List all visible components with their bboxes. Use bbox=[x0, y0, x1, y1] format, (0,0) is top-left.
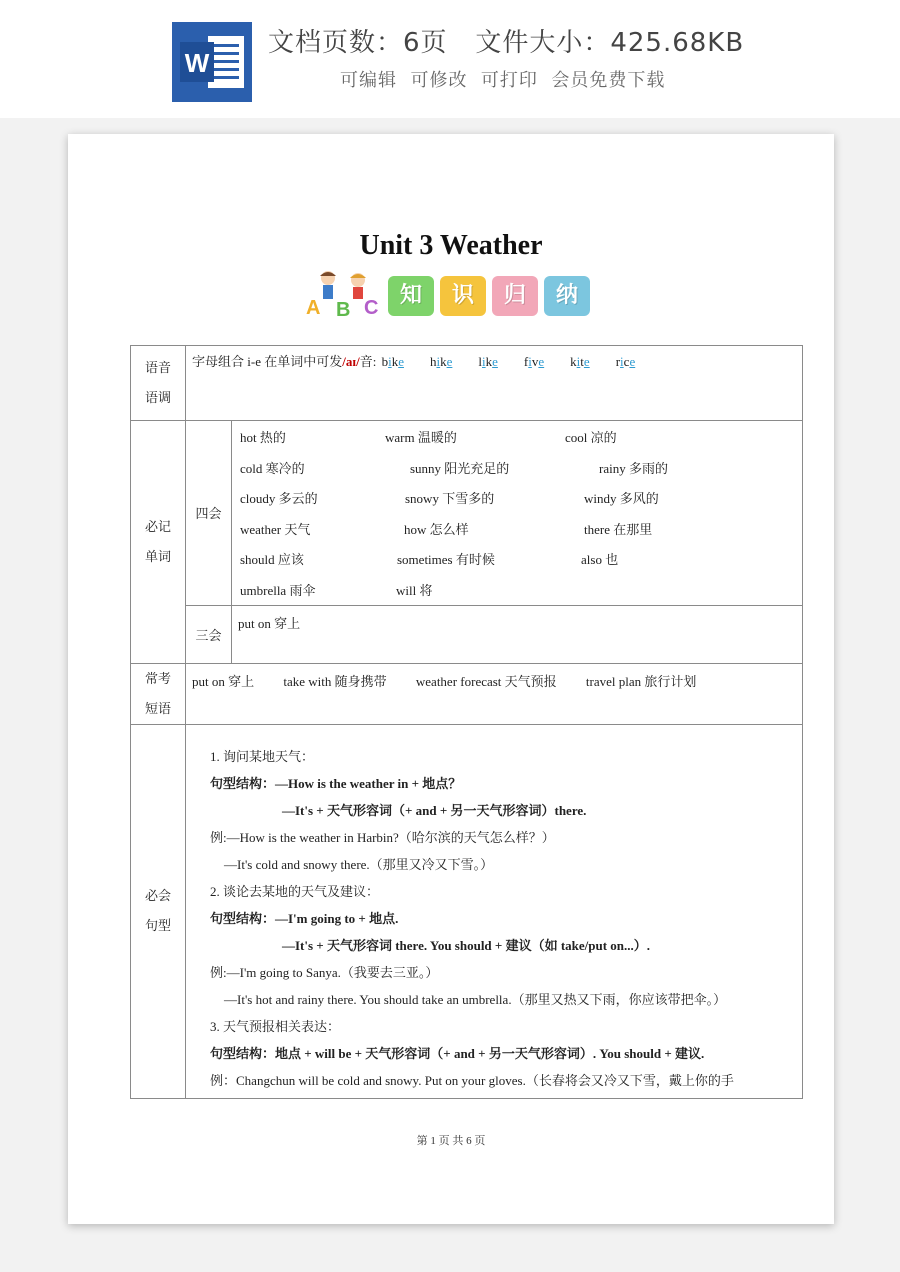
example-word: like bbox=[478, 354, 498, 369]
vocab-three-row bbox=[131, 605, 803, 663]
sentences-label bbox=[131, 724, 186, 1098]
vocab-item: sunny 阳光充足的 bbox=[410, 460, 510, 476]
vocab-item: there 在那里 bbox=[584, 521, 653, 537]
vocab-item: hot 热的 bbox=[240, 430, 286, 445]
four-skills-label: 四会 bbox=[186, 421, 232, 606]
underlined-silent-e: e bbox=[492, 354, 498, 369]
vocab-item: rainy 多雨的 bbox=[599, 460, 668, 476]
vocab-item: snowy 下雪多的 bbox=[405, 491, 495, 507]
summary-table-wrapper bbox=[130, 345, 802, 1099]
vocab-item: cold 寒冷的 bbox=[240, 460, 305, 476]
label-line: 语调 bbox=[144, 390, 171, 405]
three-skills-label: 三会 bbox=[186, 605, 232, 663]
underlined-vowel: i bbox=[620, 354, 624, 369]
phrases-content bbox=[186, 663, 803, 724]
underlined-vowel: i bbox=[436, 354, 441, 369]
vocab-label bbox=[131, 421, 186, 664]
vocab-item: will 将 bbox=[396, 582, 433, 598]
phrase-list bbox=[192, 671, 796, 690]
example-words bbox=[380, 354, 636, 369]
vocab-item: weather 天气 bbox=[240, 521, 311, 537]
sentence-line: 句型结构：—How is the weather in + 地点？ bbox=[210, 775, 462, 791]
sentence-line: 例:—I'm going to Sanya.（我要去三亚。） bbox=[210, 964, 439, 980]
summary-table bbox=[130, 345, 803, 1099]
file-info-line: 文档页数：6页 文件大小：425.68KB bbox=[268, 28, 745, 58]
sentence-line: 2. 谈论去某地的天气及建议： bbox=[210, 883, 380, 899]
sentence-line: —It's cold and snowy there.（那里又冷又下雪。） bbox=[224, 856, 494, 872]
example-word: rice bbox=[615, 354, 636, 369]
vocab-item: how 怎么样 bbox=[404, 521, 469, 537]
label-line: 短语 bbox=[144, 700, 171, 716]
example-word: bike bbox=[381, 354, 404, 369]
underlined-vowel: i bbox=[528, 354, 532, 369]
vocab-item: sometimes 有时候 bbox=[397, 552, 495, 568]
label-line: 语音 bbox=[144, 360, 171, 375]
page-title: Unit 3 Weather bbox=[359, 230, 543, 261]
underlined-silent-e: e bbox=[629, 354, 636, 369]
phrase-item: take with 随身携带 bbox=[283, 673, 387, 689]
sentences-content bbox=[186, 724, 803, 1098]
vocab-item: windy 多风的 bbox=[584, 491, 659, 507]
label-line: 句型 bbox=[144, 918, 171, 934]
file-features-line: 可编辑 可修改 可打印 会员免费下载 bbox=[340, 70, 666, 91]
pron-suffix: 音: bbox=[359, 354, 377, 369]
document-page bbox=[68, 134, 834, 1224]
vocab-item: warm 温暖的 bbox=[385, 430, 457, 445]
vocab-row bbox=[232, 543, 802, 574]
kids-abc-illustration bbox=[298, 268, 390, 318]
underlined-vowel: i bbox=[576, 354, 581, 369]
phrases-row bbox=[131, 663, 803, 724]
underlined-silent-e: e bbox=[398, 354, 404, 369]
letter-c: C bbox=[364, 297, 379, 318]
pronunciation-content bbox=[186, 346, 803, 421]
underlined-vowel: i bbox=[388, 354, 392, 369]
page-footer: 第 1 页 共 6 页 bbox=[416, 1135, 486, 1147]
download-header bbox=[0, 0, 900, 118]
phrases-label bbox=[131, 663, 186, 724]
example-word: five bbox=[523, 354, 545, 369]
underlined-silent-e: e bbox=[583, 354, 590, 369]
sentence-line: 句型结构：地点 + will be + 天气形容词（+ and + 另一天气形容词）. You should + 建议. bbox=[210, 1045, 705, 1061]
vocab-row bbox=[232, 482, 802, 513]
sentence-line: —It's + 天气形容词（+ and + 另一天气形容词）there. bbox=[282, 802, 587, 818]
vocab-row bbox=[232, 513, 802, 544]
vocab-item: cool 凉的 bbox=[565, 430, 617, 445]
sentence-line: 例:—How is the weather in Harbin?（哈尔滨的天气怎么样？） bbox=[210, 829, 555, 845]
label-line: 必记 bbox=[144, 518, 171, 534]
vocab-row bbox=[232, 574, 802, 605]
vocab-item: umbrella 雨伞 bbox=[240, 582, 316, 598]
label-line: 常考 bbox=[144, 670, 171, 686]
three-skills-text: put on 穿上 bbox=[238, 615, 301, 631]
sentence-line: 3. 天气预报相关表达： bbox=[210, 1018, 341, 1034]
banner-pill-2: 识 bbox=[440, 276, 486, 316]
example-word: kite bbox=[570, 354, 590, 369]
sentences-row bbox=[131, 724, 803, 1098]
sentence-line: 1. 询问某地天气： bbox=[210, 748, 315, 764]
vocab-item: should 应该 bbox=[240, 552, 304, 568]
phrase-item: weather forecast 天气预报 bbox=[415, 673, 557, 689]
svg-text:W: W bbox=[184, 48, 210, 78]
label-line: 必会 bbox=[144, 888, 171, 904]
banner-pill-1: 知 bbox=[388, 276, 434, 316]
phrase-item: put on 穿上 bbox=[192, 673, 255, 689]
knowledge-summary-banner bbox=[298, 274, 598, 320]
letter-a: A bbox=[306, 297, 321, 318]
phrase-item: travel plan 旅行计划 bbox=[585, 673, 697, 689]
sentence-line: 例：Changchun will be cold and snowy. Put on your gloves.（长春将会又冷又下雪，戴上你的手 bbox=[210, 1072, 734, 1088]
phoneme: /aɪ/ bbox=[342, 354, 360, 369]
pronunciation-label bbox=[131, 346, 186, 421]
vocab-item: cloudy 多云的 bbox=[240, 491, 318, 507]
sentence-line: 句型结构：—I'm going to + 地点. bbox=[210, 910, 399, 926]
example-word: hike bbox=[429, 354, 453, 369]
underlined-silent-e: e bbox=[538, 354, 545, 369]
pronunciation-line bbox=[192, 351, 796, 370]
pronunciation-row bbox=[131, 346, 803, 421]
vocab-item: also 也 bbox=[581, 552, 619, 568]
underlined-silent-e: e bbox=[446, 354, 453, 369]
vocab-row bbox=[232, 421, 802, 452]
vocab-row bbox=[232, 452, 802, 483]
three-skills-words bbox=[232, 605, 803, 663]
word-document-icon bbox=[172, 22, 252, 102]
label-line: 单词 bbox=[144, 548, 171, 564]
banner-pill-3: 归 bbox=[492, 276, 538, 316]
letter-b: B bbox=[336, 299, 351, 318]
banner-pill-4: 纳 bbox=[544, 276, 590, 316]
sentence-list bbox=[186, 725, 802, 1094]
four-skills-words bbox=[232, 421, 803, 606]
sentence-line: —It's hot and rainy there. You should take an umbrella.（那里又热又下雨，你应该带把伞。） bbox=[224, 991, 727, 1007]
vocab-grid bbox=[232, 421, 802, 605]
vocab-four-row bbox=[131, 421, 803, 606]
pron-prefix: 字母组合 i-e 在单词中可发 bbox=[192, 354, 343, 369]
underlined-vowel: i bbox=[482, 354, 486, 369]
sentence-line: —It's + 天气形容词 there. You should + 建议（如 take/put on...）. bbox=[282, 937, 651, 953]
